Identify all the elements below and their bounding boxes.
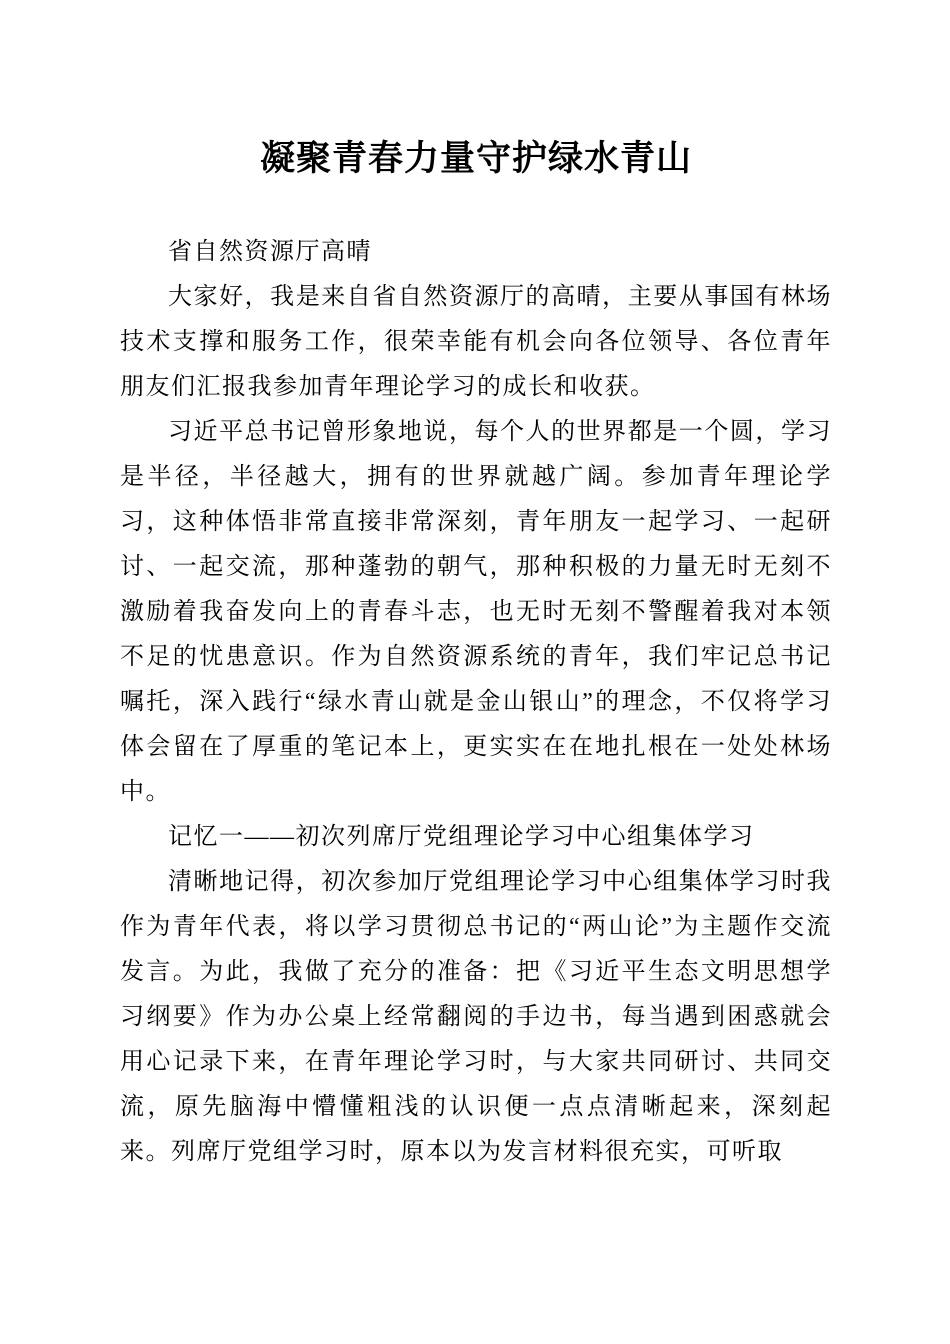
document-body bbox=[120, 230, 832, 1175]
document-title: 凝聚青春力量守护绿水青山 bbox=[259, 139, 692, 178]
paragraph-intro: 大家好，我是来自省自然资源厅的高晴，主要从事国有林场技术支撑和服务工作，很荣幸能有机会向各位领导、各位青年朋友们汇报我参加青年理论学习的成长和收获。 bbox=[120, 284, 832, 400]
paragraph-memory-one-body: 清晰地记得，初次参加厅党组理论学习中心组集体学习时我作为青年代表，将以学习贯彻总书记的“两山论”为主题作交流发言。为此，我做了充分的准备：把《习近平生态文明思想学习纲要》作为办公桌上经常翻阅的手边书，每当遇到困惑就会用心记录下来，在青年理论学习时，与大家共同研讨、共同交流，原先脑海中懵懂粗浅的认识便一点点清晰起来，深刻起来。列席厅党组学习时，原本以为发言材料很充实，可听取 bbox=[120, 869, 832, 1165]
paragraph-author-line: 省自然资源厅高晴 bbox=[168, 239, 372, 265]
paragraph-theory-study: 习近平总书记曾形象地说，每个人的世界都是一个圆，学习是半径，半径越大，拥有的世界就越广阔。参加青年理论学习，这种体悟非常直接非常深刻，青年朋友一起学习、一起研讨、一起交流，那种蓬勃的朝气，那种积极的力量无时无刻不激励着我奋发向上的青春斗志，也无时无刻不警醒着我对本领不足的忧患意识。作为自然资源系统的青年，我们牢记总书记嘱托，深入践行“绿水青山就是金山银山”的理念，不仅将学习体会留在了厚重的笔记本上，更实实在在地扎根在一处处林场中。 bbox=[120, 419, 832, 805]
paragraph-memory-one-heading: 记忆一——初次列席厅党组理论学习中心组集体学习 bbox=[168, 824, 755, 850]
